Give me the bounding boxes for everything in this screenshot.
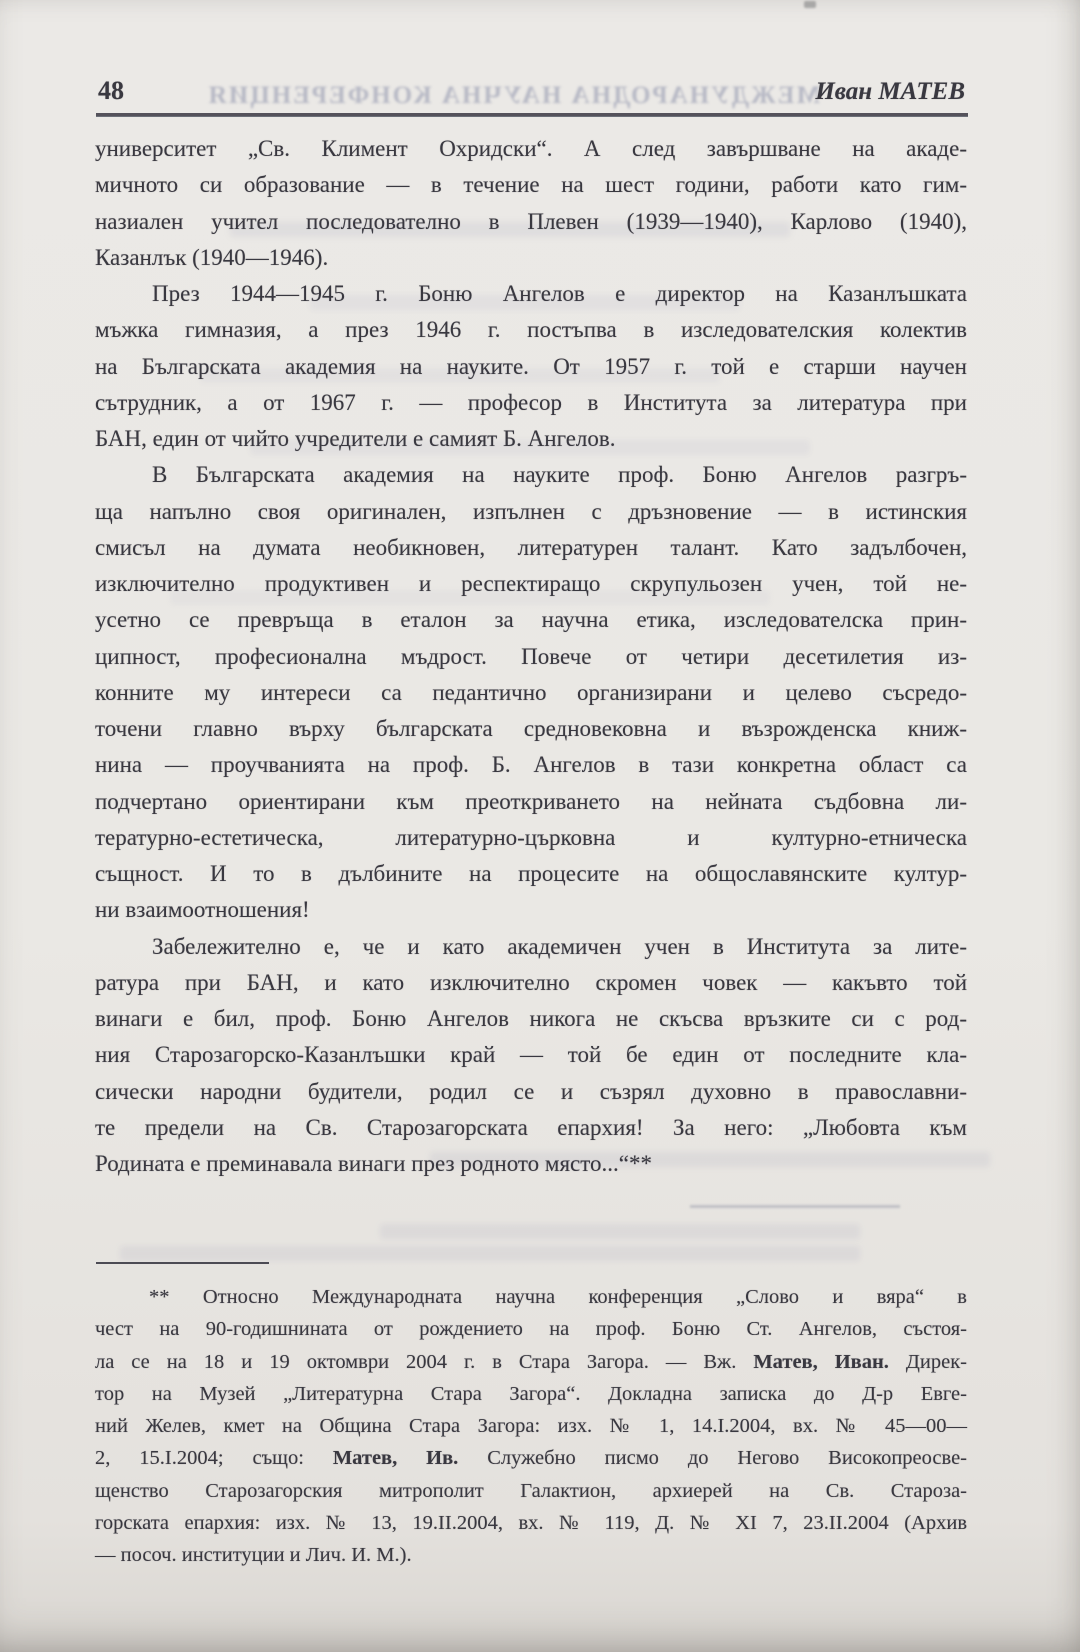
running-head-author: Иван МАТЕВ [815, 78, 965, 105]
footnote-text [95, 1281, 967, 1572]
bleed-through-smudge [380, 1224, 860, 1239]
text-line: подчертано ориентирани към преоткриването на нейната съдбовна ли- [95, 788, 967, 814]
text-line: — посоч. институции и Лич. И. М.). [95, 1544, 412, 1567]
paragraph [95, 131, 967, 276]
text-line: те предели на Св. Старозагорската епархия! За него: „Любовта към [95, 1114, 967, 1140]
text-line: През 1944—1945 г. Боню Ангелов е директор на Казанлъшката [152, 281, 967, 306]
footnote-separator [96, 1262, 269, 1264]
text-line: тор на Музей „Литературна Стара Загора“. Докладна записка до Д-р Евге- [95, 1382, 967, 1405]
text-line: конните му интереси са педантично организирани и целево съсредо- [95, 679, 967, 705]
text-line: тературно-естетическа, литературно-църковна и културно-етническа [95, 824, 967, 850]
text-line: изключително продуктивен и респектиращо скрупульозен учен, той не- [95, 571, 967, 596]
paragraph [95, 1281, 967, 1572]
paragraph [95, 276, 967, 457]
text-line: Казанлък (1940—1946). [95, 244, 329, 270]
bleed-through-smudge [120, 1246, 860, 1261]
text-line: на Българската академия на науките. От 1957 г. той е старши научен [95, 353, 967, 379]
text-line: 2, 15.I.2004; също: Матев, Ив. Служебно писмо до Негово Високопреосве- [95, 1447, 968, 1470]
text-line: университет „Св. Климент Охридски“. А след завършване на акаде- [95, 136, 967, 161]
text-line: точени главно върху българската средновековна и възрожденска книж- [95, 716, 967, 741]
text-line: чест на 90-годишнината от рождението на проф. Боню Ст. Ангелов, състоя- [95, 1318, 967, 1341]
text-line: В Българската академия на науките проф. Боню Ангелов разгръ- [152, 462, 967, 488]
header-rule [96, 113, 968, 117]
text-line: ни взаимоотношения! [95, 897, 310, 923]
text-line: сически народни будители, родил се и съзрял духовно в православни- [95, 1078, 967, 1104]
text-line: нина — проучванията на проф. Б. Ангелов в тази конкретна област са [95, 752, 967, 778]
text-line: сътрудник, а от 1967 г. — професор в Института за литература при [95, 389, 967, 415]
text-line: ** Относно Международната научна конференция „Слово и вяра“ в [149, 1286, 967, 1308]
text-line: смисъл на думата необикновен, литературен талант. Като задълбочен, [95, 534, 967, 560]
text-line: назиален учител последователно в Плевен (1939—1940), Карлово (1940), [95, 208, 967, 234]
text-line: същност. И то в дълбините на процесите на общославянските култур- [95, 861, 967, 886]
text-line: ща напълно своя оригинален, изпълнен с дръзновение — в истинския [95, 498, 967, 524]
text-line: ратура при БАН, и като изключително скромен човек — какъвто той [95, 969, 967, 995]
page-number: 48 [98, 76, 124, 105]
text-line: ния Старозагорско-Казанлъшки край — той бе един от последните кла- [95, 1042, 967, 1068]
text-line: винаги е бил, проф. Боню Ангелов никога не скъсва връзките си с род- [95, 1006, 967, 1031]
text-line: горската епархия: изх. № 13, 19.II.2004, вх. № 119, Д. № XI 7, 23.II.2004 (Архив [95, 1512, 967, 1535]
bleed-through-rule [690, 1205, 900, 1208]
text-line: мъжка гимназия, а през 1946 г. постъпва в изследователския колектив [95, 317, 967, 343]
text-line: Забележително е, че и като академичен учен в Института за лите- [152, 933, 967, 959]
bleed-through-text: МЕЖДУНАРОДНА НАУЧНА КОНФЕРЕНЦИЯ [206, 82, 820, 109]
text-line: щенство Старозагорския митрополит Галактион, архиерей на Св. Староза- [95, 1479, 967, 1502]
text-line: ний Желев, кмет на Община Стара Загора: изх. № 1, 14.I.2004, вх. № 45—00— [95, 1415, 967, 1438]
text-line: мичното си образование — в течение на шест години, работи като гим- [95, 172, 967, 198]
body-text [95, 131, 967, 1182]
text-line: ципност, професионална мъдрост. Повече от четири десетилетия из- [95, 643, 967, 669]
paragraph [95, 457, 967, 928]
paragraph [95, 929, 967, 1183]
text-line: усетно се превръща в еталон за научна етика, изследователска прин- [95, 607, 967, 633]
text-line: ла се на 18 и 19 октомври 2004 г. в Стара Загора. — Вж. Матев, Иван. Дирек- [95, 1350, 968, 1373]
scan-artifact-dot [804, 1, 816, 8]
text-line: БАН, един от чийто учредители е самият Б. Ангелов. [95, 426, 616, 451]
text-line: Родината е преминавала винаги през родното място...“** [95, 1151, 652, 1176]
